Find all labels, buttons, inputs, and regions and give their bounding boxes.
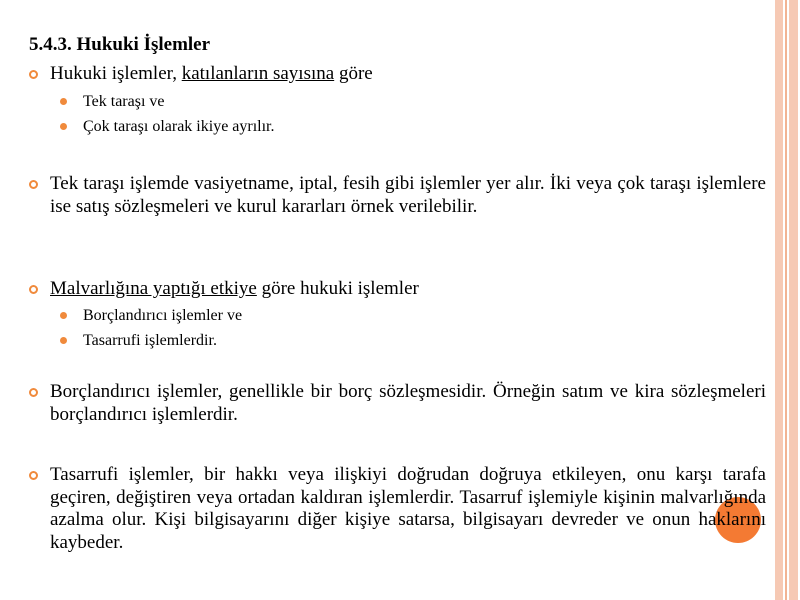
border-stripe	[789, 0, 798, 600]
bullet-dot-icon	[60, 98, 67, 105]
bullet-ring-icon	[29, 388, 38, 397]
paragraph-text: göre	[334, 63, 373, 84]
list-item: Borçlandırıcı işlemler ve	[83, 307, 243, 324]
bullet-ring-icon	[29, 285, 38, 294]
paragraph-classification-by-parties	[50, 63, 766, 86]
border-stripe	[775, 0, 783, 600]
bullet-dot-icon	[60, 312, 67, 319]
paragraph-text: göre hukuki işlemler	[256, 278, 419, 299]
bullet-dot-icon	[60, 123, 67, 130]
underlined-term: Malvarlığına yaptığı etkiye	[50, 278, 257, 299]
list-item: Tasarrufi işlemlerdir.	[83, 332, 217, 349]
paragraph-unilateral-examples: Tek taraşı işlemde vasiyetname, iptal, fesih gibi işlemler yer alır. İki veya çok taraşı işlemlere ise satış sözleşmeleri ve kurul kararları örnek verilebilir.	[50, 173, 766, 217]
border-stripe	[785, 0, 787, 600]
underlined-term: katılanların sayısına	[181, 63, 335, 84]
bullet-ring-icon	[29, 70, 38, 79]
list-item: Çok taraşı olarak ikiye ayrılır.	[83, 118, 275, 135]
slide-title: 5.4.3. Hukuki İşlemler	[29, 34, 211, 55]
bullet-ring-icon	[29, 471, 38, 480]
bullet-ring-icon	[29, 180, 38, 189]
paragraph-text: Hukuki işlemler,	[50, 63, 182, 84]
paragraph-disposal-transactions: Tasarrufi işlemler, bir hakkı veya ilişkiyi doğrudan doğruya etkileyen, onu karşı tarafa geçiren, değiştiren veya ortadan kaldıran işlemlerdir. Tasarruf işlemiyle kişinin malvarlığında azalma olur. Kişi bilgisayarını diğer kişiye satarsa, bilgisayarı devreder ve onun haklarını kaybeder.	[50, 464, 766, 553]
paragraph-obligatory-transactions: Borçlandırıcı işlemler, genellikle bir borç sözleşmesidir. Örneğin satım ve kira sözleşmeleri borçlandırıcı işlemlerdir.	[50, 381, 766, 425]
list-item: Tek taraşı ve	[83, 93, 165, 110]
paragraph-classification-by-effect	[50, 278, 766, 301]
bullet-dot-icon	[60, 337, 67, 344]
